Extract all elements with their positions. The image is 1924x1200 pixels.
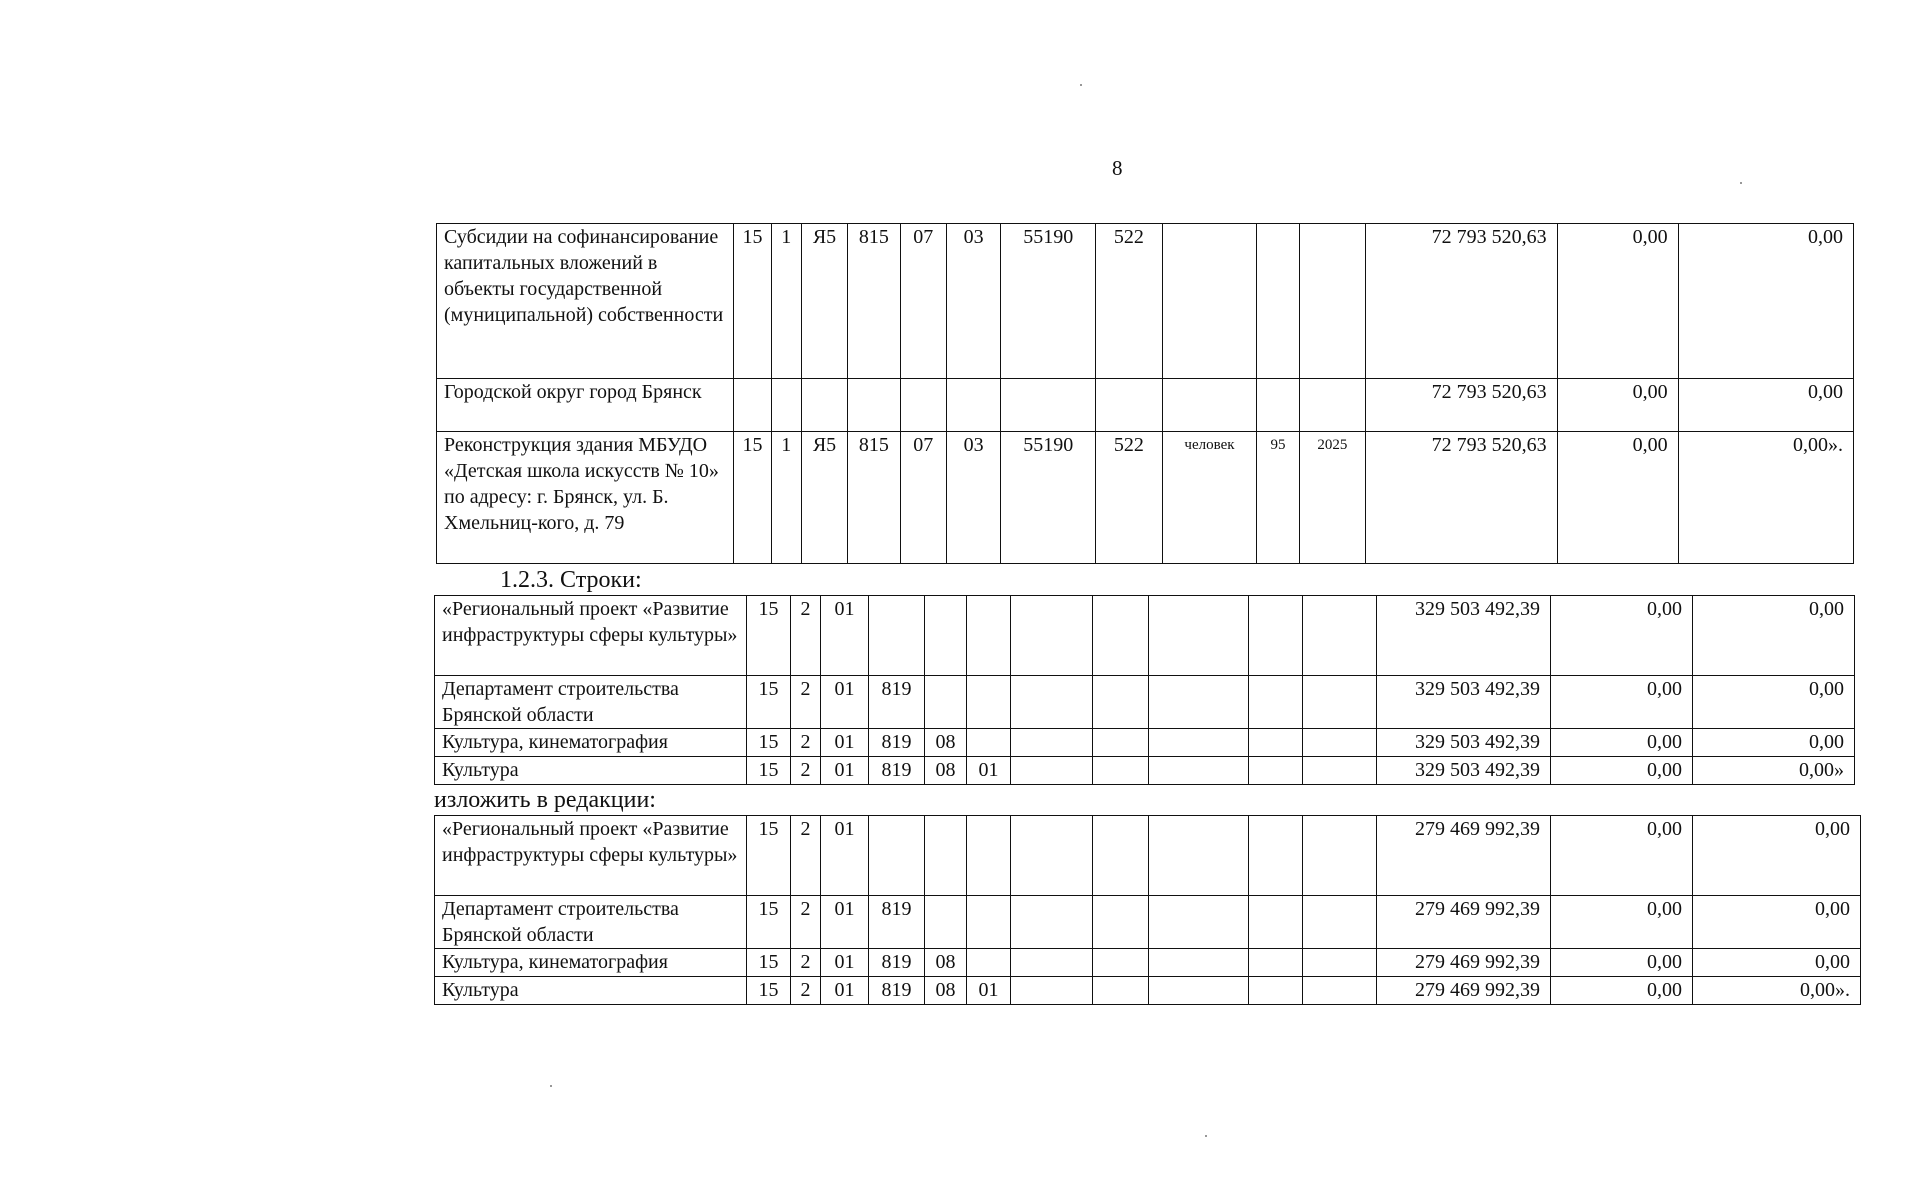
code-cell: 07 [900, 432, 946, 564]
table-row [437, 379, 1854, 432]
code-cell: Я5 [801, 432, 847, 564]
amount-cell: 0,00 [1551, 949, 1693, 977]
amount-cell: 279 469 992,39 [1377, 977, 1551, 1005]
code-cell: 08 [925, 757, 967, 785]
code-cell: 03 [946, 224, 1000, 379]
amount-cell: 329 503 492,39 [1377, 676, 1551, 729]
code-cell [1093, 949, 1149, 977]
code-cell [1249, 896, 1303, 949]
code-cell: 55190 [1001, 224, 1096, 379]
code-cell [1249, 816, 1303, 896]
code-cell: 08 [925, 729, 967, 757]
code-cell [1249, 676, 1303, 729]
code-cell [1149, 757, 1249, 785]
code-cell: 522 [1096, 432, 1163, 564]
amount-cell: 0,00 [1693, 896, 1861, 949]
code-cell: Я5 [801, 224, 847, 379]
code-cell: 01 [821, 816, 869, 896]
code-cell: 03 [946, 432, 1000, 564]
code-cell: 15 [734, 432, 771, 564]
code-cell [1093, 676, 1149, 729]
code-cell: 15 [747, 977, 791, 1005]
code-cell: 819 [869, 676, 925, 729]
code-cell [967, 676, 1011, 729]
unit-cell [1162, 379, 1257, 432]
code-cell [967, 596, 1011, 676]
amount-cell: 329 503 492,39 [1377, 729, 1551, 757]
table-row [435, 816, 1861, 896]
code-cell [1093, 977, 1149, 1005]
unit-cell: человек [1162, 432, 1257, 564]
code-cell [1249, 729, 1303, 757]
code-cell [1303, 757, 1377, 785]
code-cell: 15 [747, 676, 791, 729]
amount-cell: 0,00 [1678, 224, 1853, 379]
code-cell [967, 816, 1011, 896]
amount-cell: 0,00 [1551, 676, 1693, 729]
amount-cell: 0,00 [1693, 596, 1855, 676]
code-cell [771, 379, 801, 432]
code-cell: 01 [821, 977, 869, 1005]
code-cell: 819 [869, 977, 925, 1005]
code-cell: 2 [791, 596, 821, 676]
row-description: Департамент строительства Брянской области [435, 896, 747, 949]
amount-cell: 0,00 [1551, 596, 1693, 676]
amount-cell: 0,00 [1551, 896, 1693, 949]
code-cell [1303, 949, 1377, 977]
amount-cell: 0,00 [1557, 224, 1678, 379]
code-cell [967, 896, 1011, 949]
row-description: Культура [435, 757, 747, 785]
row-description: «Региональный проект «Развитие инфраструктуры сферы культуры» [435, 596, 747, 676]
amount-cell: 0,00 [1551, 977, 1693, 1005]
code-cell: 2 [791, 729, 821, 757]
code-cell [1011, 729, 1093, 757]
code-cell [1011, 596, 1093, 676]
table-row [437, 224, 1854, 379]
code-cell: 08 [925, 949, 967, 977]
code-cell: 01 [821, 596, 869, 676]
code-cell [1303, 676, 1377, 729]
code-cell: 01 [967, 757, 1011, 785]
code-cell [1303, 977, 1377, 1005]
code-cell: 01 [821, 949, 869, 977]
code-cell: 55190 [1001, 432, 1096, 564]
table-row [435, 896, 1861, 949]
code-cell [1001, 379, 1096, 432]
row-description: Реконструкция здания МБУДО «Детская школа искусств № 10» по адресу: г. Брянск, ул. Б. Хмельниц-кого, д. 79 [437, 432, 734, 564]
code-cell: 01 [821, 896, 869, 949]
table-row [435, 676, 1855, 729]
amount-cell: 0,00 [1551, 729, 1693, 757]
table-row [435, 977, 1861, 1005]
code-cell [946, 379, 1000, 432]
code-cell [1011, 977, 1093, 1005]
code-cell [1093, 729, 1149, 757]
code-cell [925, 816, 967, 896]
code-cell: 01 [967, 977, 1011, 1005]
code-cell [967, 729, 1011, 757]
code-cell [1249, 949, 1303, 977]
amount-cell: 329 503 492,39 [1377, 757, 1551, 785]
table-row [435, 757, 1855, 785]
code-cell [1093, 896, 1149, 949]
value-cell [1257, 379, 1299, 432]
code-cell [900, 379, 946, 432]
code-cell [1011, 676, 1093, 729]
code-cell [1149, 676, 1249, 729]
amount-cell: 72 793 520,63 [1366, 432, 1557, 564]
code-cell [1093, 596, 1149, 676]
table-row [437, 432, 1854, 564]
amount-cell: 0,00 [1693, 816, 1861, 896]
page-number: 8 [1112, 156, 1123, 180]
code-cell: 01 [821, 757, 869, 785]
row-description: «Региональный проект «Развитие инфраструктуры сферы культуры» [435, 816, 747, 896]
budget-table-1 [436, 223, 1854, 564]
amount-cell: 0,00 [1678, 379, 1853, 432]
code-cell: 815 [848, 224, 900, 379]
amount-cell: 0,00 [1693, 729, 1855, 757]
amount-cell: 279 469 992,39 [1377, 816, 1551, 896]
code-cell: 2 [791, 896, 821, 949]
code-cell [1249, 596, 1303, 676]
year-cell [1299, 224, 1366, 379]
code-cell: 07 [900, 224, 946, 379]
code-cell [1303, 816, 1377, 896]
code-cell [801, 379, 847, 432]
code-cell: 819 [869, 729, 925, 757]
amount-cell: 0,00 [1551, 757, 1693, 785]
code-cell [869, 596, 925, 676]
table-row [435, 596, 1855, 676]
code-cell [1149, 896, 1249, 949]
code-cell: 01 [821, 676, 869, 729]
amount-cell: 0,00 [1557, 379, 1678, 432]
amount-cell: 329 503 492,39 [1377, 596, 1551, 676]
code-cell: 15 [747, 757, 791, 785]
table-row [435, 949, 1861, 977]
row-description: Субсидии на софинансирование капитальных вложений в объекты государственной (муниципальной) собственности [437, 224, 734, 379]
code-cell [1011, 757, 1093, 785]
amount-cell: 0,00 [1693, 676, 1855, 729]
section-heading: изложить в редакции: [434, 787, 656, 813]
code-cell [1149, 949, 1249, 977]
code-cell: 2 [791, 676, 821, 729]
budget-table-3 [434, 815, 1861, 1005]
code-cell [1303, 896, 1377, 949]
code-cell: 01 [821, 729, 869, 757]
unit-cell [1162, 224, 1257, 379]
amount-cell: 0,00 [1557, 432, 1678, 564]
amount-cell: 0,00». [1693, 977, 1861, 1005]
amount-cell: 279 469 992,39 [1377, 949, 1551, 977]
code-cell [925, 596, 967, 676]
row-description: Культура, кинематография [435, 949, 747, 977]
code-cell [1149, 977, 1249, 1005]
code-cell: 522 [1096, 224, 1163, 379]
year-cell [1299, 379, 1366, 432]
code-cell: 2 [791, 816, 821, 896]
code-cell: 1 [771, 432, 801, 564]
table-row [435, 729, 1855, 757]
code-cell: 15 [747, 816, 791, 896]
code-cell [869, 816, 925, 896]
code-cell [925, 896, 967, 949]
code-cell [1249, 757, 1303, 785]
amount-cell: 0,00». [1678, 432, 1853, 564]
code-cell [1303, 596, 1377, 676]
code-cell: 15 [747, 596, 791, 676]
value-cell: 95 [1257, 432, 1299, 564]
section-heading: 1.2.3. Строки: [500, 567, 642, 593]
amount-cell: 279 469 992,39 [1377, 896, 1551, 949]
code-cell [1093, 816, 1149, 896]
code-cell: 2 [791, 949, 821, 977]
amount-cell: 0,00 [1551, 816, 1693, 896]
amount-cell: 0,00» [1693, 757, 1855, 785]
value-cell [1257, 224, 1299, 379]
code-cell: 15 [747, 729, 791, 757]
code-cell [1096, 379, 1163, 432]
code-cell [1011, 816, 1093, 896]
code-cell [1149, 729, 1249, 757]
row-description: Культура, кинематография [435, 729, 747, 757]
row-description: Департамент строительства Брянской области [435, 676, 747, 729]
code-cell: 15 [734, 224, 771, 379]
code-cell [1011, 949, 1093, 977]
code-cell [1149, 816, 1249, 896]
code-cell: 819 [869, 896, 925, 949]
code-cell: 08 [925, 977, 967, 1005]
amount-cell: 0,00 [1693, 949, 1861, 977]
code-cell [1303, 729, 1377, 757]
amount-cell: 72 793 520,63 [1366, 224, 1557, 379]
code-cell: 15 [747, 896, 791, 949]
year-cell: 2025 [1299, 432, 1366, 564]
code-cell [1011, 896, 1093, 949]
code-cell: 819 [869, 757, 925, 785]
code-cell: 2 [791, 977, 821, 1005]
amount-cell: 72 793 520,63 [1366, 379, 1557, 432]
row-description: Городской округ город Брянск [437, 379, 734, 432]
code-cell [734, 379, 771, 432]
code-cell [848, 379, 900, 432]
code-cell [1149, 596, 1249, 676]
code-cell [1249, 977, 1303, 1005]
code-cell [925, 676, 967, 729]
budget-table-2 [434, 595, 1855, 785]
code-cell: 1 [771, 224, 801, 379]
code-cell: 819 [869, 949, 925, 977]
code-cell: 2 [791, 757, 821, 785]
code-cell [967, 949, 1011, 977]
row-description: Культура [435, 977, 747, 1005]
code-cell: 15 [747, 949, 791, 977]
code-cell: 815 [848, 432, 900, 564]
code-cell [1093, 757, 1149, 785]
